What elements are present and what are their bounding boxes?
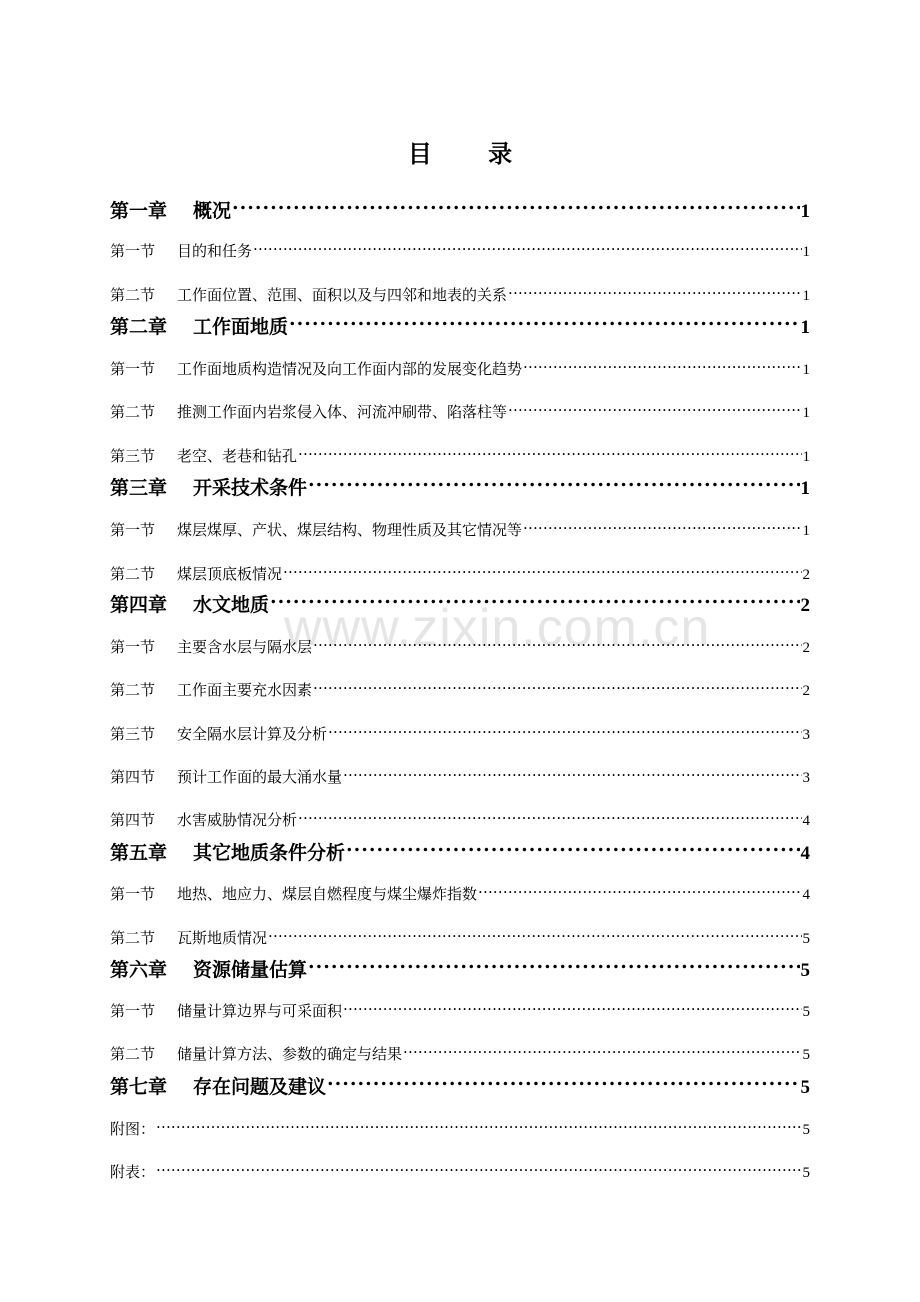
toc-label: 第二节 <box>110 403 156 421</box>
toc-leader <box>478 881 801 899</box>
toc-leader <box>403 1041 801 1059</box>
toc-text: 其它地质条件分析 <box>193 842 346 864</box>
toc-label: 第四节 <box>110 811 156 829</box>
toc-page-number: 2 <box>802 567 810 583</box>
toc-text: 安全隔水层计算及分析 <box>177 725 328 743</box>
toc-page-number: 1 <box>800 201 810 222</box>
toc-label: 附表： <box>110 1163 156 1181</box>
toc-page-number: 1 <box>800 317 810 338</box>
toc-leader <box>313 634 801 652</box>
toc-entry-section[interactable] <box>110 356 810 381</box>
toc-page-number: 4 <box>802 887 810 903</box>
toc-label: 第三节 <box>110 447 156 465</box>
toc-leader <box>523 517 801 535</box>
toc-label: 第二节 <box>110 565 156 583</box>
toc-leader <box>508 282 801 300</box>
toc-page-number: 5 <box>800 960 810 981</box>
toc-text: 煤层煤厚、产状、煤层结构、物理性质及其它情况等 <box>177 521 523 539</box>
toc-text: 预计工作面的最大涌水量 <box>177 768 343 786</box>
toc-label: 第五章 <box>110 842 168 864</box>
watermark: www.zixin.com.cn <box>284 599 711 657</box>
toc-entry-chapter-7[interactable] <box>110 1071 810 1102</box>
toc-entry-section[interactable] <box>110 925 810 950</box>
toc-page-number: 1 <box>802 288 810 304</box>
toc-leader <box>253 238 801 256</box>
toc-page-number: 1 <box>800 478 810 499</box>
toc-text: 主要含水层与隔水层 <box>177 638 313 656</box>
toc-leader <box>313 677 801 695</box>
toc-leader <box>346 837 799 859</box>
toc-text: 工作面主要充水因素 <box>177 681 313 699</box>
toc-leader <box>298 807 801 825</box>
toc-label: 第二节 <box>110 286 156 304</box>
toc-text: 推测工作面内岩浆侵入体、河流冲刷带、陷落柱等 <box>177 403 508 421</box>
toc-page-number: 5 <box>802 1122 810 1138</box>
toc-page-number: 2 <box>802 640 810 656</box>
toc-label: 第四章 <box>110 594 168 616</box>
toc-leader <box>156 1116 801 1134</box>
toc-entry-section[interactable] <box>110 238 810 263</box>
toc-text: 煤层顶底板情况 <box>177 565 283 583</box>
toc-page-number: 1 <box>802 523 810 539</box>
toc-text: 目的和任务 <box>177 242 253 260</box>
toc-page-number: 1 <box>802 244 810 260</box>
toc-entry-section[interactable] <box>110 443 810 468</box>
toc-label: 第六章 <box>110 959 168 981</box>
toc-page-number: 2 <box>802 683 810 699</box>
toc-label: 第七章 <box>110 1076 168 1098</box>
toc-leader <box>328 721 801 739</box>
toc-label: 第一节 <box>110 360 156 378</box>
toc-text: 资源储量估算 <box>193 959 308 981</box>
toc-entry-section[interactable] <box>110 677 810 702</box>
toc-entry-section[interactable] <box>110 399 810 424</box>
toc-label: 第二章 <box>110 316 168 338</box>
toc-page-number: 1 <box>802 362 810 378</box>
toc-text: 储量计算边界与可采面积 <box>177 1002 343 1020</box>
toc-label: 附图： <box>110 1120 156 1138</box>
toc-page-number: 5 <box>802 1165 810 1181</box>
toc-label: 第一节 <box>110 885 156 903</box>
toc-entry-section[interactable] <box>110 764 810 789</box>
toc-leader <box>156 1159 801 1177</box>
page-title: 目 录 <box>407 139 537 168</box>
toc-leader <box>298 443 801 461</box>
toc-text: 工作面地质构造情况及向工作面内部的发展变化趋势 <box>177 360 523 378</box>
toc-page-number: 1 <box>802 405 810 421</box>
toc-leader <box>270 589 799 611</box>
toc-entry-section[interactable] <box>110 282 810 307</box>
toc-text: 水害威胁情况分析 <box>177 811 298 829</box>
toc-leader <box>232 195 799 217</box>
toc-page-number: 3 <box>802 727 810 743</box>
table-of-contents <box>110 0 810 1302</box>
toc-leader <box>508 399 801 417</box>
toc-text: 老空、老巷和钻孔 <box>177 447 298 465</box>
toc-page-number: 5 <box>802 1047 810 1063</box>
toc-label: 第一章 <box>110 200 168 222</box>
toc-entry-chapter-6[interactable] <box>110 954 810 985</box>
toc-entry-chapter-2[interactable] <box>110 311 810 342</box>
toc-entry-appendix-figures[interactable] <box>110 1116 810 1141</box>
toc-text: 存在问题及建议 <box>193 1076 327 1098</box>
toc-leader <box>283 561 801 579</box>
toc-entry-section[interactable] <box>110 561 810 586</box>
toc-entry-section[interactable] <box>110 998 810 1023</box>
toc-page-number: 5 <box>802 1004 810 1020</box>
toc-text: 水文地质 <box>193 594 270 616</box>
toc-leader <box>268 925 801 943</box>
toc-label: 第一节 <box>110 638 156 656</box>
toc-text: 储量计算方法、参数的确定与结果 <box>177 1045 403 1063</box>
toc-entry-chapter-4[interactable] <box>110 589 810 620</box>
toc-entry-chapter-3[interactable] <box>110 472 810 503</box>
toc-text: 概况 <box>193 200 232 222</box>
toc-page-number: 5 <box>802 931 810 947</box>
toc-page-number: 5 <box>800 1077 810 1098</box>
toc-entry-appendix-tables[interactable] <box>110 1159 810 1184</box>
toc-leader <box>343 998 801 1016</box>
toc-entry-section[interactable] <box>110 807 810 832</box>
toc-leader <box>308 954 799 976</box>
toc-entry-section[interactable] <box>110 721 810 746</box>
toc-entry-section[interactable] <box>110 517 810 542</box>
toc-entry-chapter-1[interactable] <box>110 195 810 226</box>
toc-label: 第一节 <box>110 521 156 539</box>
toc-entry-chapter-5[interactable] <box>110 837 810 868</box>
toc-label: 第二节 <box>110 681 156 699</box>
toc-text: 开采技术条件 <box>193 477 308 499</box>
toc-page-number: 3 <box>802 770 810 786</box>
toc-page-number: 4 <box>802 813 810 829</box>
toc-label: 第四节 <box>110 768 156 786</box>
toc-label: 第一节 <box>110 1002 156 1020</box>
toc-entry-section[interactable] <box>110 634 810 659</box>
toc-entry-section[interactable] <box>110 881 810 906</box>
toc-leader <box>308 472 799 494</box>
toc-text: 工作面地质 <box>193 316 289 338</box>
toc-leader <box>343 764 801 782</box>
toc-entry-section[interactable] <box>110 1041 810 1066</box>
toc-leader <box>327 1071 799 1093</box>
toc-label: 第三章 <box>110 477 168 499</box>
toc-label: 第三节 <box>110 725 156 743</box>
toc-text: 瓦斯地质情况 <box>177 929 268 947</box>
toc-page-number: 1 <box>802 449 810 465</box>
toc-label: 第二节 <box>110 1045 156 1063</box>
toc-text: 地热、地应力、煤层自燃程度与煤尘爆炸指数 <box>177 885 478 903</box>
toc-label: 第二节 <box>110 929 156 947</box>
toc-page-number: 2 <box>800 595 810 616</box>
toc-text: 工作面位置、范围、面积以及与四邻和地表的关系 <box>177 286 508 304</box>
toc-leader <box>523 356 801 374</box>
toc-page-number: 4 <box>800 843 810 864</box>
toc-leader <box>289 311 799 333</box>
toc-label: 第一节 <box>110 242 156 260</box>
